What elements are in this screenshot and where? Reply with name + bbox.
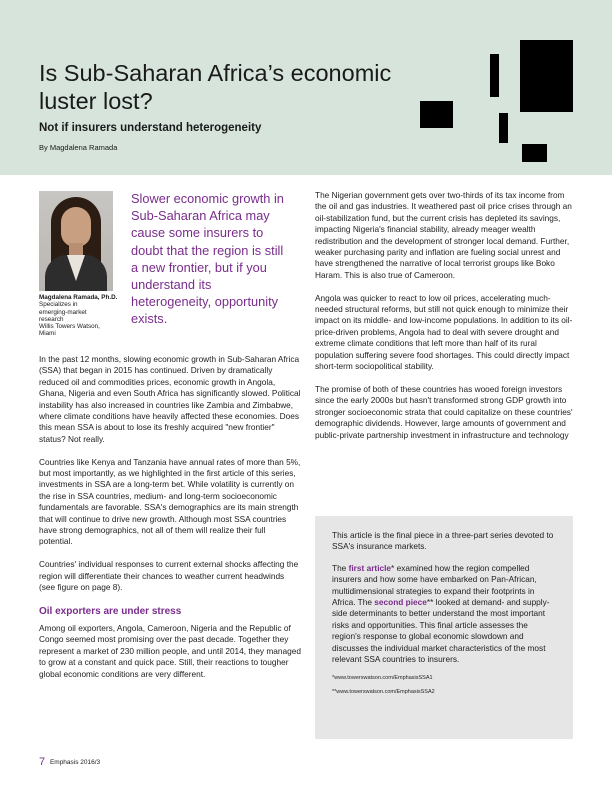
author-caption	[39, 294, 131, 338]
decorative-block	[490, 54, 499, 97]
body-paragraph: Angola was quicker to react to low oil prices, accelerating much-needed structural reforms, but still not quick enough to minimize their impact on its middle- and low-income populations. In addition to its oil-price-driven problems, Angola had to deal with severe drought and extreme climate conditions that left more than half of its rural population suffering severe food shortages. This could directly impact short-term sociopolitical stability.	[315, 292, 573, 372]
page-number: 7	[39, 756, 46, 768]
body-paragraph: Countries' individual responses to current external shocks affecting the region will differentiate their chances to weather current headwinds (see figure on page 8).	[39, 559, 299, 593]
sidebar-paragraph	[332, 563, 556, 666]
author-caption-line: Willis Towers Watson,	[39, 323, 100, 331]
body-paragraph: Countries like Kenya and Tanzania have annual rates of more than 5%, but most importantly, as we highlighted in the first article of this series, investments in SSA are a long-term bet. While volatility is currently on the rise in SSA countries, medium- and long-term socioeconomic fundamentals are favorable. SSA's demographics are its main strength that will continue to drive new growth. Although most SSA countries have strong demographics, not all of them will realize their full potential.	[39, 456, 301, 547]
article-title: Is Sub-Saharan Africa’s economic luster lost?	[39, 60, 392, 114]
page-footer	[39, 756, 100, 768]
publication-name: Emphasis 2016/3	[49, 759, 101, 766]
section-heading: Oil exporters are under stress	[39, 605, 182, 617]
footnote-url: *www.towerswatson.com/EmphasisSSA1	[332, 675, 433, 682]
decorative-block	[522, 144, 547, 162]
series-sidebar	[315, 516, 573, 739]
sidebar-text: * examined how the region compelled insurers and how some have embarked on Pan-African, multidimensional strategies to expand their footprints in Africa. The	[332, 562, 537, 608]
right-column	[315, 190, 577, 452]
author-caption-line: emerging-market	[39, 308, 87, 316]
left-column	[39, 354, 301, 691]
body-paragraph: The Nigerian government gets over two-thirds of its tax income from the oil and gas industries. It weathered past oil price crises through an oil-stabilization fund, but the current crisis has depleted its savings, impacting Nigeria's financial stability, already meager wealth redistribution and the development of stronger local demand. Further, weaker purchasing parity and inflation are fueling social unrest and have strengthened the narrative of local terrorist groups like Boko Haram. This is also true of Cameroon.	[315, 190, 572, 280]
body-paragraph: Among oil exporters, Angola, Cameroon, Nigeria and the Republic of Congo seemed most promising over the past decade. Together they represent a market of 230 million people, and until 2014, they managed to grow at a constant and quick pace. Still, their reactions to tougher global economic conditions are very different.	[39, 622, 301, 679]
sidebar-text: The	[332, 562, 349, 573]
footnote-url: **www.towerswatson.com/EmphasisSSA2	[332, 689, 435, 696]
body-paragraph: In the past 12 months, slowing economic growth in Sub-Saharan Africa (SSA) that began in 2015 has continued. Driven by dramatically reduced oil and commodities prices, economic growth in Angola, Ghana, Nigeria and even South Africa has significantly slowed. Political instability has also increased in countries like Zambia and Zimbabwe, where climate conditions have heavily affected these economies. Does this mean SSA is about to lose its freshly acquired "new frontier" status? Not really.	[39, 354, 301, 444]
sidebar-intro: This article is the final piece in a three-part series devoted to SSA's insurance markets.	[332, 530, 554, 552]
first-article-link[interactable]: first article	[348, 562, 392, 573]
body-paragraph: The promise of both of these countries has wooed foreign investors since the early 2000s but hasn't transformed strong GDP growth into stronger socioeconomic strata that could capitalize on these countries' demographic dividends. However, large amounts of government and public-private partnership investment in infrastructure and technology	[315, 383, 573, 440]
author-photo	[39, 191, 113, 291]
author-caption-line: Miami	[39, 330, 56, 338]
sidebar-text: ** looked at demand- and supply-side determinants to better understand the most important risks and opportunities. This final article assesses the region's response to global economic slowdown and discusses the individual market characteristics of the most relevant SSA countries to insurers.	[332, 597, 550, 665]
author-caption-line: research	[39, 315, 64, 323]
article-subtitle: Not if insurers understand heterogeneity	[39, 122, 262, 134]
decorative-block	[520, 40, 573, 112]
decorative-block	[499, 113, 508, 143]
byline: By Magdalena Ramada	[39, 143, 118, 152]
decorative-block	[420, 101, 453, 128]
second-piece-link[interactable]: second piece	[374, 597, 427, 608]
pull-quote: Slower economic growth in Sub-Saharan Africa may cause some insurers to doubt that the region is still a new frontier, but if you understand its heterogeneity, opportunity exists.	[131, 191, 284, 327]
author-name: Magdalena Ramada, Ph.D.	[39, 294, 118, 301]
author-caption-line: Specializes in	[39, 301, 78, 309]
